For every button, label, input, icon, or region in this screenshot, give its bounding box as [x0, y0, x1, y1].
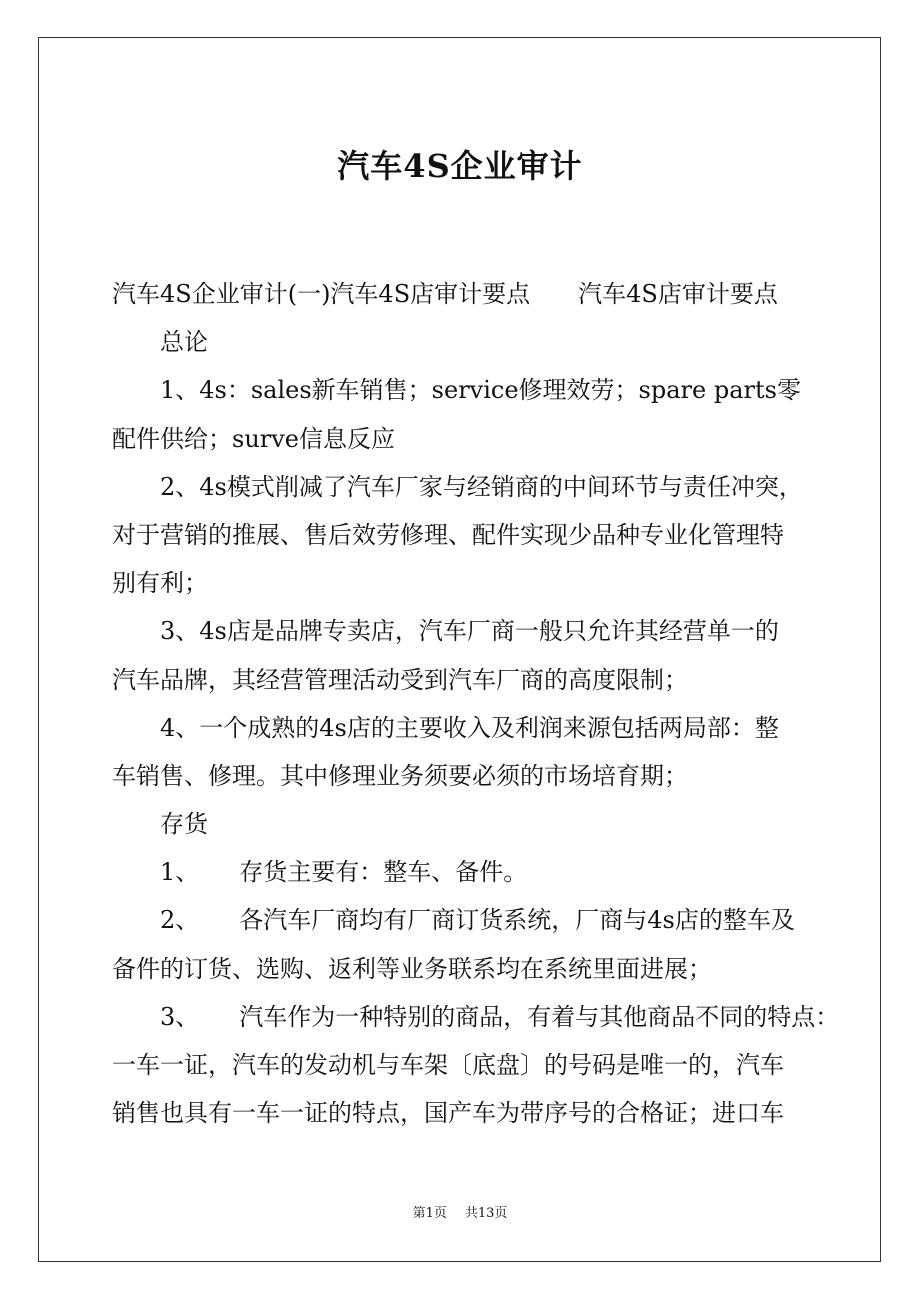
- paragraph-continuation: 汽车品牌，其经营管理活动受到汽车厂商的高度限制；: [112, 665, 688, 694]
- list-item-number: 2、: [160, 906, 200, 935]
- page-number: 第1页: [412, 1206, 447, 1221]
- paragraph: 4、一个成熟的4s店的主要收入及利润来源包括两局部：整: [160, 713, 779, 742]
- intro-left: 汽车4S企业审计(一)汽车4S店审计要点: [112, 280, 531, 308]
- document-title: 汽车4S企业审计: [337, 147, 583, 185]
- list-item-text: 汽车作为一种特别的商品，有着与其他商品不同的特点：: [239, 1002, 840, 1031]
- page-total: 共13页: [464, 1206, 508, 1221]
- paragraph-continuation: 一车一证，汽车的发动机与车架〔底盘〕的号码是唯一的，汽车: [112, 1051, 784, 1079]
- paragraph: 1、4s：sales新车销售；service修理效劳；spare parts零: [160, 376, 801, 405]
- page-footer: [0, 1204, 920, 1224]
- paragraph-continuation: 别有利；: [112, 569, 208, 598]
- intro-right: 汽车4S店审计要点: [578, 280, 778, 308]
- intro-line: [112, 270, 812, 318]
- paragraph-continuation: 备件的订货、选购、返利等业务联系均在系统里面进展；: [112, 954, 712, 983]
- list-item: [112, 848, 812, 896]
- document-body: [112, 270, 840, 1137]
- section-heading-general: 总论: [160, 328, 208, 357]
- list-item-number: 1、: [160, 858, 200, 887]
- paragraph-continuation: 配件供给；surve信息反应: [112, 424, 396, 453]
- paragraph-continuation: 车销售、修理。其中修理业务须要必须的市场培育期；: [112, 761, 688, 790]
- list-item: [112, 993, 840, 1041]
- list-item-text: 存货主要有：整车、备件。: [239, 858, 528, 887]
- paragraph: 3、4s店是品牌专卖店，汽车厂商一般只允许其经营单一的: [160, 617, 779, 646]
- section-heading-inventory: 存货: [160, 810, 208, 839]
- paragraph-continuation: 销售也具有一车一证的特点，国产车为带序号的合格证；进口车: [112, 1099, 784, 1128]
- list-item-text: 各汽车厂商均有厂商订货系统，厂商与4s店的整车及: [239, 906, 795, 935]
- paragraph: 2、4s模式削减了汽车厂家与经销商的中间环节与责任冲突，: [160, 472, 803, 501]
- list-item-number: 3、: [160, 1002, 200, 1031]
- list-item: [112, 896, 812, 944]
- paragraph-continuation: 对于营销的推展、售后效劳修理、配件实现少品种专业化管理特: [112, 520, 784, 549]
